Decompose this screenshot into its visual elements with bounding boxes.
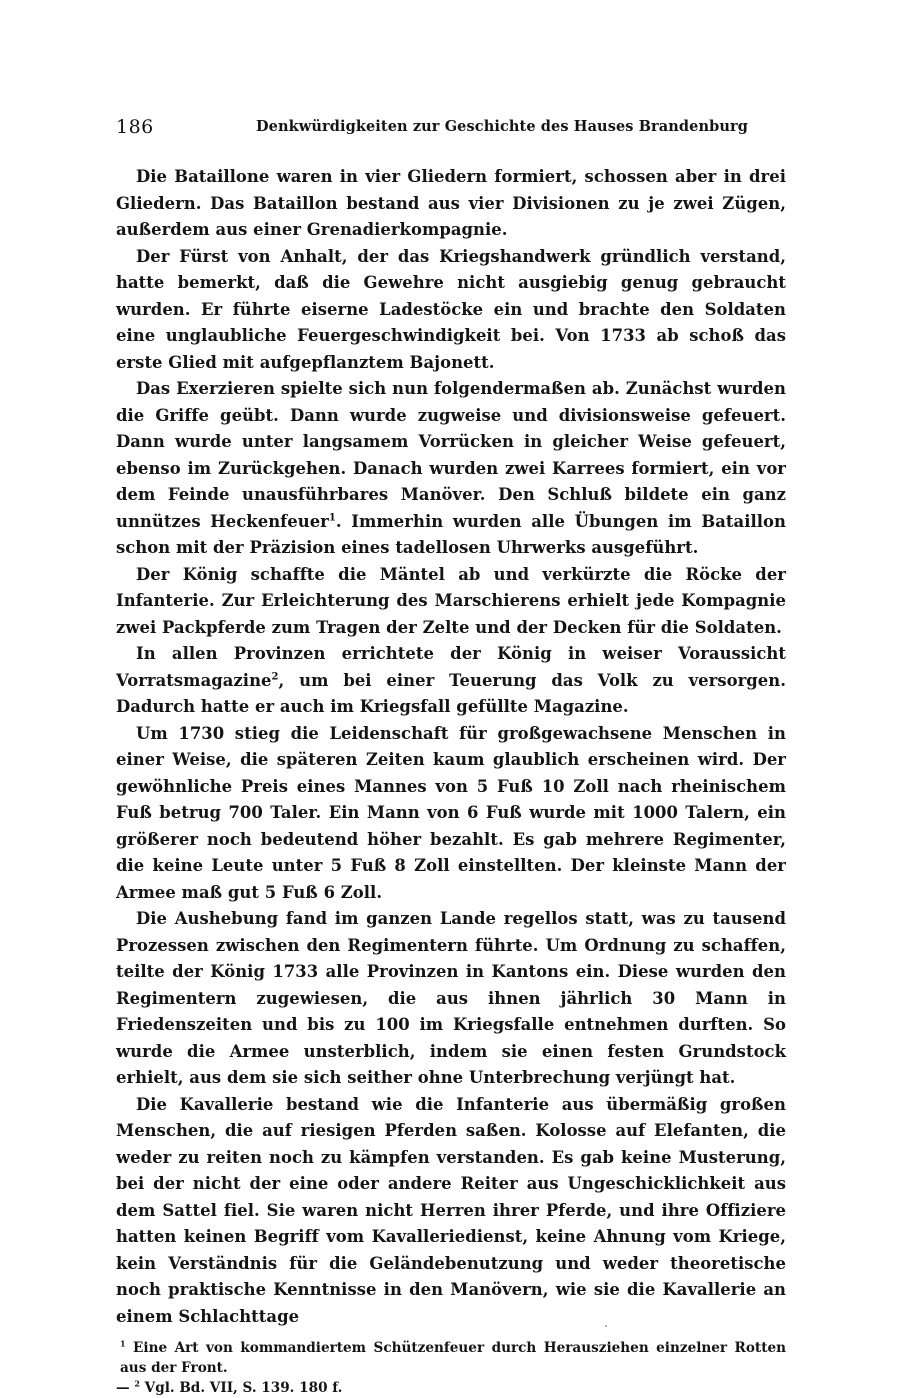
paragraph-4 <box>116 562 786 642</box>
footnote-2-text: Vgl. Bd. VII, S. 139. 180 f. <box>144 1380 343 1396</box>
footnote-2-dash: — <box>116 1380 130 1396</box>
paragraph-6 <box>116 721 786 907</box>
paragraph-2-text: Der Fürst von Anhalt, der das Kriegshandwerk gründlich verstand, hatte bemerkt, daß die Gewehre nicht ausgiebig genug gebraucht wurden. Er führte eiserne Ladestöcke ein und brachte den Soldaten eine unglaubliche Feuergeschwindigkeit bei. Von 1733 ab schoß das erste Glied mit aufgepflanztem Bajonett. <box>116 246 786 372</box>
paragraph-8 <box>116 1092 786 1331</box>
paragraph-3-tail: . Immerhin wurden alle Übungen im Bataillon schon mit der Präzision eines tadellosen Uhrwerks ausgeführt. <box>116 511 786 557</box>
paragraph-5 <box>116 641 786 721</box>
paragraph-3-text: Das Exerzieren spielte sich nun folgendermaßen ab. Zunächst wurden die Griffe geübt. Dann wurde zugweise und divisionsweise gefeuert. Dann wurde unter langsamem Vorrücken in gleicher Weise gefeuert, ebenso im Zurückgehen. Danach wurden zwei Karrees formiert, ein vor dem Feinde unausführbares Manöver. Den Schluß bildete ein ganz unnützes Heckenfeuer <box>116 379 786 531</box>
footnote-ref-2: 2 <box>271 671 279 683</box>
paragraph-3 <box>116 376 786 562</box>
page-speck <box>605 1325 607 1327</box>
paragraph-1-text: Die Bataillone waren in vier Gliedern formiert, schossen aber in drei Gliedern. Das Bataillon bestand aus vier Divisionen zu je zwei Zügen, außerdem aus einer Grenadierkompagnie. <box>116 167 786 239</box>
footnote-1-marker: 1 <box>120 1338 126 1349</box>
paragraph-4-text: Der König schaffte die Mäntel ab und verkürzte die Röcke der Infanterie. Zur Erleichterung des Marschierens erhielt jede Kompagnie zwei Packpferde zum Tragen der Zelte und der Decken für die Soldaten. <box>116 564 786 637</box>
paragraph-5-text: In allen Provinzen errichtete der König in weiser Voraussicht Vorratsmagazine <box>116 644 786 690</box>
footnote-1-text: Eine Art von kommandiertem Schützenfeuer durch Herausziehen einzelner Rotten aus der Front. <box>120 1340 787 1376</box>
footnote-2-marker: 2 <box>134 1378 140 1389</box>
body-text <box>116 164 786 1330</box>
paragraph-1 <box>116 164 786 244</box>
paragraph-2 <box>116 244 786 377</box>
paragraph-7-text: Die Aushebung fand im ganzen Lande regellos statt, was zu tausend Prozessen zwischen den Regimentern führte. Um Ordnung zu schaffen, teilte der König 1733 alle Provinzen in Kantons ein. Diese wurden den Regimentern zugewiesen, die aus ihnen jährlich 30 Mann in Friedenszeiten und bis zu 100 im Kriegsfalle entnehmen durften. So wurde die Armee unsterblich, indem sie einen festen Grundstock erhielt, aus dem sie sich seither ohne Unterbrechung verjüngt hat. <box>116 909 786 1087</box>
footnote-ref-1: 1 <box>328 512 336 524</box>
book-page <box>116 116 786 1398</box>
paragraph-8-text: Die Kavallerie bestand wie die Infanterie aus übermäßig großen Menschen, die auf riesigen Pferden saßen. Kolosse auf Elefanten, die weder zu reiten noch zu kämpfen verstanden. Es gab keine Musterung, bei der nicht der eine oder andere Reiter aus Ungeschicklichkeit aus dem Sattel fiel. Sie waren nicht Herren ihrer Pferde, und ihre Offiziere hatten keinen Begriff vom Kavalleriedienst, keine Ahnung vom Kriege, kein Verständnis für die Geländebenutzung und weder theoretische noch praktische Kenntnisse in den Manövern, wie sie die Kavallerie an einem Schlachttage <box>116 1094 786 1326</box>
footnote-2 <box>116 1378 786 1398</box>
paragraph-5-tail: , um bei einer Teuerung das Volk zu versorgen. Dadurch hatte er auch im Kriegsfall gefüllte Magazine. <box>116 670 786 716</box>
running-title: Denkwürdigkeiten zur Geschichte des Hauses Brandenburg <box>256 118 748 135</box>
footnote-1 <box>116 1338 786 1378</box>
running-head <box>116 116 786 138</box>
page-number: 186 <box>116 116 154 138</box>
footnotes <box>116 1338 786 1398</box>
paragraph-7 <box>116 906 786 1092</box>
paragraph-6-text: Um 1730 stieg die Leidenschaft für großgewachsene Menschen in einer Weise, die späteren Zeiten kaum glaublich erscheinen wird. Der gewöhnliche Preis eines Mannes von 5 Fuß 10 Zoll nach rheinischem Fuß betrug 700 Taler. Ein Mann von 6 Fuß wurde mit 1000 Talern, ein größerer noch bedeutend höher bezahlt. Es gab mehrere Regimenter, die keine Leute unter 5 Fuß 8 Zoll einstellten. Der kleinste Mann der Armee maß gut 5 Fuß 6 Zoll. <box>116 723 786 902</box>
